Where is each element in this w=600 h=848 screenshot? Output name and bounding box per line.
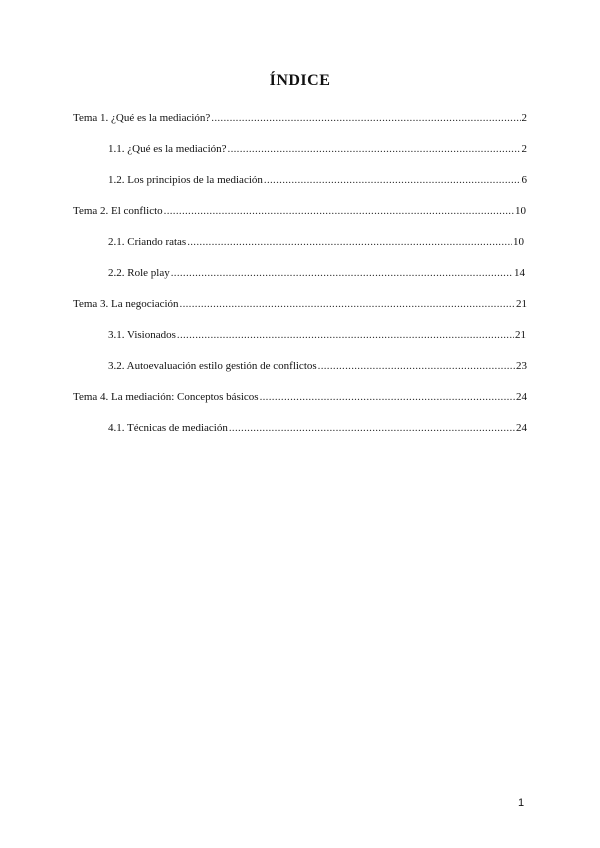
- toc-entry-page: 14: [514, 267, 525, 279]
- dot-leader: [180, 296, 515, 312]
- toc-entry-label: Tema 1. ¿Qué es la mediación?: [73, 112, 211, 124]
- toc-entry-label: 2.1. Criando ratas: [108, 236, 187, 248]
- toc-entry-page: 2: [521, 143, 527, 155]
- toc-entry-page: 24: [516, 422, 527, 434]
- toc-entry-4-1[interactable]: [108, 420, 527, 436]
- toc-entry-page: 10: [513, 236, 524, 248]
- dot-leader: [171, 265, 513, 281]
- toc-entry-label: 1.2. Los principios de la mediación: [108, 174, 263, 186]
- page-number: 1: [518, 797, 525, 809]
- toc-entry-page: 10: [515, 205, 526, 217]
- toc-entry-page: 2: [521, 112, 527, 124]
- toc-entry-label: Tema 2. El conflicto: [73, 205, 163, 217]
- dot-leader: [318, 358, 515, 374]
- toc-entry-label: 4.1. Técnicas de mediación: [108, 422, 228, 434]
- toc-entry-3-2[interactable]: [108, 358, 527, 374]
- toc-entry-1-1[interactable]: [108, 141, 527, 157]
- toc-entry-page: 6: [521, 174, 527, 186]
- toc-entry-page: 21: [516, 298, 527, 310]
- toc-entry-3-1[interactable]: [108, 327, 526, 343]
- toc-entry-2-2[interactable]: [108, 265, 525, 281]
- dot-leader: [187, 234, 512, 250]
- dot-leader: [164, 203, 514, 219]
- dot-leader: [229, 420, 515, 436]
- toc-entry-page: 23: [516, 360, 527, 372]
- toc-entry-label: Tema 3. La negociación: [73, 298, 179, 310]
- toc-entry-label: 1.1. ¿Qué es la mediación?: [108, 143, 227, 155]
- toc-entry-page: 21: [515, 329, 526, 341]
- dot-leader: [177, 327, 514, 343]
- dot-leader: [228, 141, 521, 157]
- toc-entry-tema-2[interactable]: [73, 203, 526, 219]
- toc-entry-label: 2.2. Role play: [108, 267, 170, 279]
- page-title: ÍNDICE: [269, 72, 331, 89]
- dot-leader: [264, 172, 521, 188]
- toc-entry-tema-4[interactable]: [73, 389, 527, 405]
- toc-entry-2-1[interactable]: [108, 234, 524, 250]
- dot-leader: [260, 389, 515, 405]
- dot-leader: [211, 110, 520, 126]
- toc-entry-label: 3.2. Autoevaluación estilo gestión de conflictos: [108, 360, 317, 372]
- toc-entry-label: Tema 4. La mediación: Conceptos básicos: [73, 391, 259, 403]
- toc-entry-tema-1[interactable]: [73, 110, 527, 126]
- toc-entry-tema-3[interactable]: [73, 296, 527, 312]
- toc-entry-label: 3.1. Visionados: [108, 329, 176, 341]
- toc-entry-1-2[interactable]: [108, 172, 527, 188]
- toc-entry-page: 24: [516, 391, 527, 403]
